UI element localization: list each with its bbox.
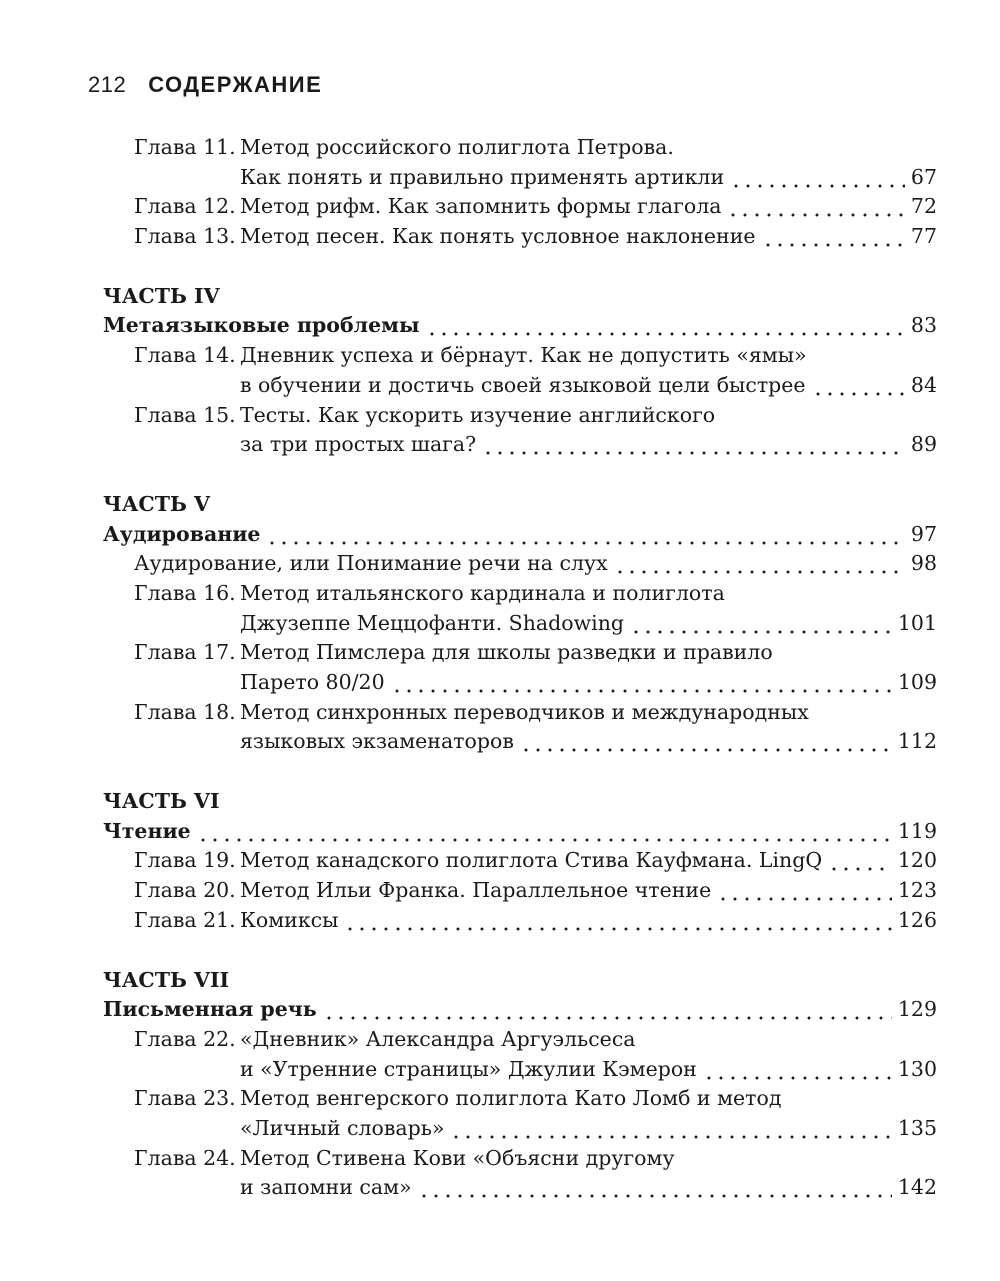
dot-leader bbox=[197, 817, 892, 847]
dot-leader bbox=[828, 846, 892, 876]
chapter-title: Метод рифм. Как запомнить формы глагола bbox=[240, 194, 722, 219]
page-ref: 142 bbox=[897, 1175, 937, 1200]
dot-leader bbox=[323, 995, 892, 1025]
chapter-number: Глава 23. bbox=[134, 1086, 236, 1111]
chapter-number: Глава 21. bbox=[134, 907, 236, 932]
page-ref: 119 bbox=[897, 818, 937, 843]
page-ref: 129 bbox=[897, 997, 937, 1022]
dot-leader bbox=[391, 668, 892, 698]
chapter-title-cont: и запомни сам» bbox=[240, 1175, 412, 1200]
section-title: Чтение bbox=[103, 818, 191, 843]
chapter-number: Глава 17. bbox=[134, 640, 236, 665]
page-ref: 98 bbox=[910, 551, 937, 576]
chapter-number: Глава 18. bbox=[134, 699, 236, 724]
chapter-number: Глава 19. bbox=[134, 848, 236, 873]
chapter-title: Метод песен. Как понять условное наклонение bbox=[240, 224, 756, 249]
toc-entry-ch11-cont[interactable] bbox=[103, 163, 937, 193]
page-ref: 135 bbox=[897, 1115, 937, 1140]
chapter-number: Глава 11. bbox=[134, 135, 236, 159]
page-header bbox=[88, 72, 322, 98]
page-ref: 83 bbox=[910, 313, 937, 338]
page-ref: 123 bbox=[897, 878, 937, 903]
chapter-title: Метод синхронных переводчиков и международных bbox=[240, 699, 809, 724]
chapter-number: Глава 16. bbox=[134, 580, 236, 605]
toc-entry-ch21[interactable] bbox=[103, 906, 937, 936]
page-ref: 126 bbox=[897, 907, 937, 932]
toc-section-part4[interactable] bbox=[103, 311, 937, 341]
table-of-contents bbox=[103, 133, 937, 1203]
chapter-title-cont: в обучении и достичь своей языковой цели быстрее bbox=[240, 372, 806, 397]
chapter-number: Глава 24. bbox=[134, 1145, 236, 1170]
toc-entry-ch12[interactable] bbox=[103, 192, 937, 222]
toc-entry-ch24[interactable] bbox=[103, 1144, 937, 1174]
toc-section-part5[interactable] bbox=[103, 520, 937, 550]
dot-leader bbox=[418, 1173, 892, 1203]
toc-entry-ch18[interactable] bbox=[103, 698, 937, 728]
chapter-title: Метод итальянского кардинала и полиглота bbox=[240, 580, 725, 605]
chapter-title: Дневник успеха и бёрнаут. Как не допустить «ямы» bbox=[240, 343, 807, 368]
chapter-number: Глава 20. bbox=[134, 878, 236, 903]
chapter-title: Тесты. Как ускорить изучение английского bbox=[240, 402, 716, 427]
chapter-title-cont: Джузеппе Меццофанти. Shadowing bbox=[240, 610, 625, 635]
chapter-number: Глава 14. bbox=[134, 343, 236, 368]
chapter-title-cont: Как понять и правильно применять артикли bbox=[240, 164, 725, 189]
toc-entry-ch22[interactable] bbox=[103, 1025, 937, 1055]
page-ref: 67 bbox=[910, 164, 937, 189]
chapter-title-cont: за три простых шага? bbox=[240, 432, 477, 457]
dot-leader bbox=[482, 430, 905, 460]
chapter-title: Метод Ильи Франка. Параллельное чтение bbox=[240, 878, 712, 903]
dot-leader bbox=[703, 1055, 892, 1085]
chapter-number: Глава 22. bbox=[134, 1026, 236, 1051]
page-ref: 77 bbox=[910, 224, 937, 249]
page-ref: 72 bbox=[910, 194, 937, 219]
chapter-title: «Дневник» Александра Аргуэльсеса bbox=[240, 1026, 636, 1051]
running-head: СОДЕРЖАНИЕ bbox=[148, 72, 323, 97]
toc-entry-ch16[interactable] bbox=[103, 579, 937, 609]
dot-leader bbox=[727, 192, 904, 222]
toc-entry-ch11[interactable] bbox=[103, 133, 937, 163]
dot-leader bbox=[614, 549, 905, 579]
page-ref: 101 bbox=[897, 610, 937, 635]
toc-entry-ch24-cont[interactable] bbox=[103, 1173, 937, 1203]
chapter-title: Метод Пимслера для школы разведки и правило bbox=[240, 640, 773, 665]
toc-entry-ch15[interactable] bbox=[103, 401, 937, 431]
intro-title: Аудирование, или Понимание речи на слух bbox=[134, 551, 608, 576]
toc-entry-ch16-cont[interactable] bbox=[103, 609, 937, 639]
toc-entry-ch14-cont[interactable] bbox=[103, 371, 937, 401]
dot-leader bbox=[426, 311, 905, 341]
part-label-vi: ЧАСТЬ VI bbox=[103, 789, 220, 814]
dot-leader bbox=[717, 876, 892, 906]
part-label-iv: ЧАСТЬ IV bbox=[103, 283, 220, 308]
toc-entry-ch22-cont[interactable] bbox=[103, 1055, 937, 1085]
toc-entry-ch23[interactable] bbox=[103, 1084, 937, 1114]
section-title: Письменная речь bbox=[103, 997, 317, 1022]
page-ref: 89 bbox=[910, 432, 937, 457]
toc-entry-ch23-cont[interactable] bbox=[103, 1114, 937, 1144]
part-label-v: ЧАСТЬ V bbox=[103, 491, 210, 516]
page-ref: 120 bbox=[897, 848, 937, 873]
dot-leader bbox=[266, 520, 904, 550]
toc-entry-part5-intro[interactable] bbox=[103, 549, 937, 579]
toc-entry-ch20[interactable] bbox=[103, 876, 937, 906]
dot-leader bbox=[630, 609, 892, 639]
chapter-number: Глава 15. bbox=[134, 402, 236, 427]
chapter-title-cont: языковых экзаменаторов bbox=[240, 729, 514, 754]
dot-leader bbox=[344, 906, 891, 936]
chapter-title: Метод венгерского полиглота Като Ломб и метод bbox=[240, 1086, 782, 1111]
page-ref: 130 bbox=[897, 1056, 937, 1081]
toc-entry-ch17-cont[interactable] bbox=[103, 668, 937, 698]
dot-leader bbox=[762, 222, 905, 252]
toc-section-part6[interactable] bbox=[103, 817, 937, 847]
chapter-title-cont: и «Утренние страницы» Джулии Кэмерон bbox=[240, 1056, 697, 1081]
chapter-title-cont: «Личный словарь» bbox=[240, 1115, 445, 1140]
toc-entry-ch19[interactable] bbox=[103, 846, 937, 876]
section-title: Аудирование bbox=[103, 521, 261, 546]
dot-leader bbox=[730, 163, 905, 193]
chapter-title: Комиксы bbox=[240, 907, 339, 932]
page-ref: 112 bbox=[897, 729, 937, 754]
chapter-title-cont: Парето 80/20 bbox=[240, 670, 385, 694]
page-number: 212 bbox=[88, 72, 127, 97]
page-ref: 97 bbox=[910, 521, 937, 546]
toc-entry-ch13[interactable] bbox=[103, 222, 937, 252]
chapter-number: Глава 12. bbox=[134, 194, 236, 219]
toc-section-part7[interactable] bbox=[103, 995, 937, 1025]
toc-entry-ch18-cont[interactable] bbox=[103, 727, 937, 757]
dot-leader bbox=[812, 371, 905, 401]
dot-leader bbox=[520, 727, 892, 757]
page-ref: 109 bbox=[897, 670, 937, 694]
page-ref: 84 bbox=[910, 372, 937, 397]
chapter-title: Метод канадского полиглота Стива Кауфмана. LingQ bbox=[240, 848, 823, 873]
part-label-vii: ЧАСТЬ VII bbox=[103, 967, 230, 992]
chapter-title: Метод российского полиглота Петрова. bbox=[240, 135, 674, 159]
chapter-number: Глава 13. bbox=[134, 224, 236, 249]
toc-entry-ch15-cont[interactable] bbox=[103, 430, 937, 460]
dot-leader bbox=[450, 1114, 891, 1144]
toc-entry-ch14[interactable] bbox=[103, 341, 937, 371]
section-title: Метаязыковые проблемы bbox=[103, 313, 420, 338]
chapter-title: Метод Стивена Кови «Объясни другому bbox=[240, 1145, 675, 1170]
toc-entry-ch17[interactable] bbox=[103, 638, 937, 668]
